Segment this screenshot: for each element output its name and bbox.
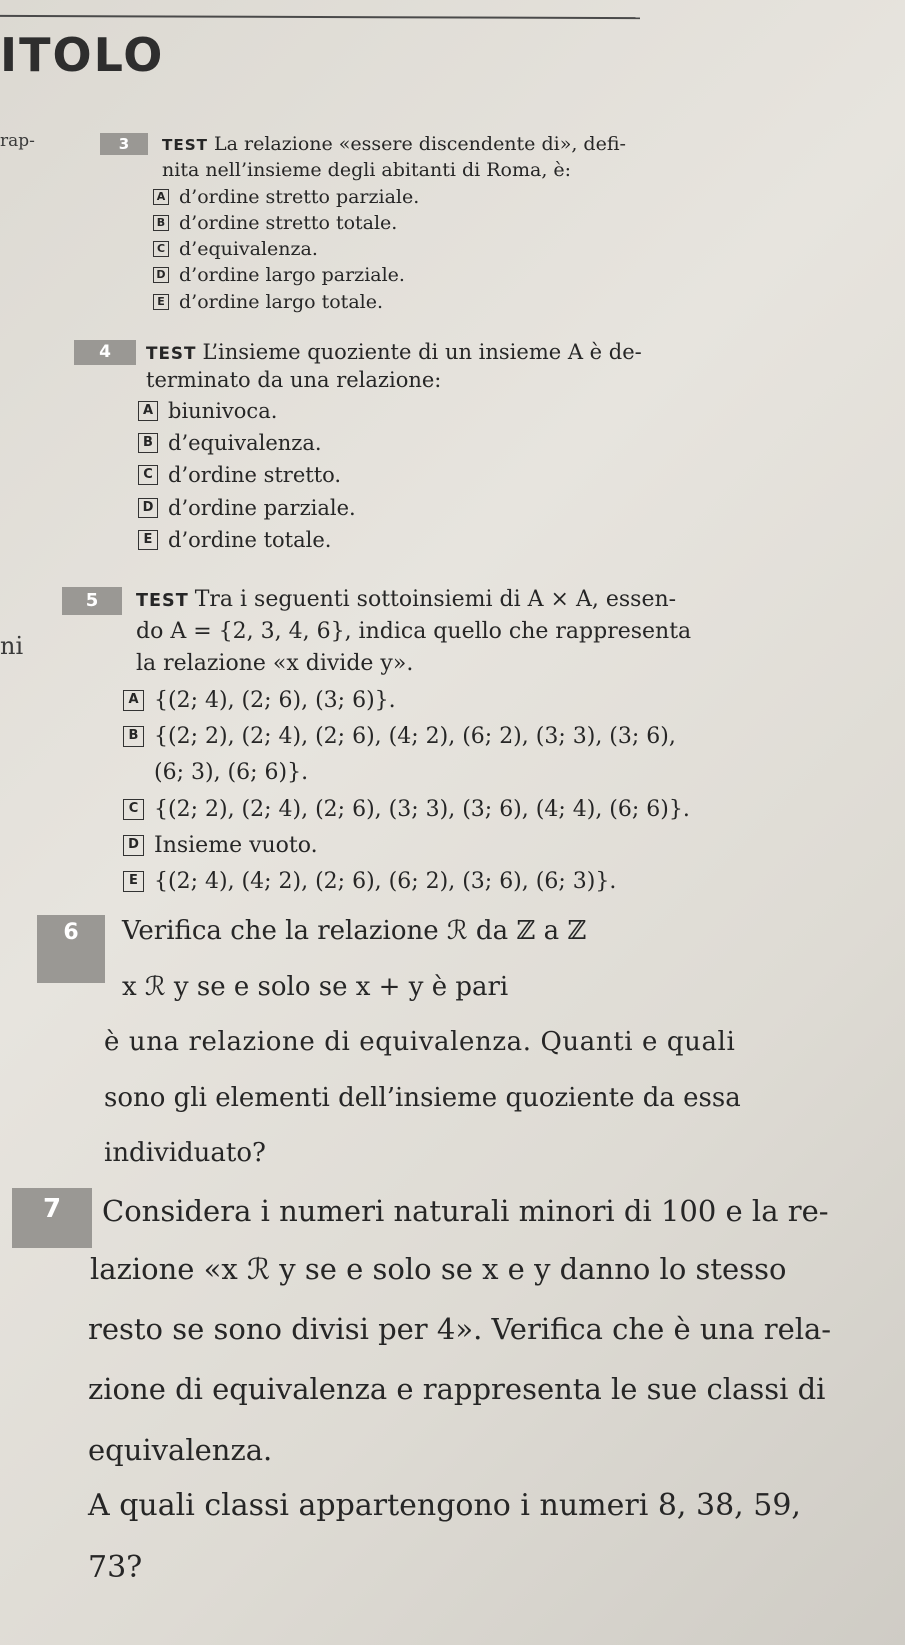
option-letter: B [123, 726, 144, 747]
text-line: La relazione «essere discendente di», defi- [214, 133, 626, 155]
exercise-text: 73? [88, 1550, 143, 1585]
exercise-text: x ℛ y se e solo se x + y è pari [122, 972, 509, 1002]
option-letter: B [138, 433, 158, 453]
option-text: d’ordine largo totale. [179, 291, 384, 313]
option-text: {(2; 4), (2; 6), (3; 6)}. [154, 688, 396, 713]
exercise-number: 7 [12, 1188, 92, 1248]
option-e[interactable] [123, 869, 616, 894]
test-tag: TEST [146, 343, 197, 363]
option-d[interactable] [138, 496, 356, 520]
option-letter: D [153, 267, 169, 283]
option-text: d’equivalenza. [168, 431, 322, 455]
option-c[interactable] [123, 797, 690, 822]
option-e[interactable] [138, 528, 331, 552]
option-a[interactable] [123, 688, 396, 713]
exercise-text: zione di equivalenza e rappresenta le sue classi di [88, 1372, 826, 1406]
test-tag: TEST [136, 591, 189, 611]
exercise-text [162, 133, 626, 155]
exercise-number: 5 [62, 587, 122, 615]
option-letter: D [123, 835, 144, 856]
exercise-text: A quali classi appartengono i numeri 8, 38, 59, [88, 1488, 801, 1523]
exercise-text: do A = {2, 3, 4, 6}, indica quello che rappresenta [136, 619, 692, 644]
text-line: Tra i seguenti sottoinsiemi di A × A, essen- [194, 587, 677, 612]
option-letter: A [153, 189, 169, 205]
exercise-text: è una relazione di equivalenza. Quanti e quali [104, 1027, 736, 1057]
option-text: d’ordine parziale. [168, 496, 356, 520]
option-text: d’ordine totale. [168, 528, 332, 552]
option-letter: C [123, 799, 144, 820]
option-c[interactable] [138, 463, 341, 487]
text-line: L’insieme quoziente di un insieme A è de- [202, 340, 642, 364]
option-text: d’ordine stretto. [168, 463, 342, 487]
option-letter: A [123, 690, 144, 711]
exercise-text: individuato? [104, 1138, 266, 1168]
option-letter: B [153, 215, 169, 231]
margin-note: rap- [0, 131, 35, 151]
option-a[interactable] [138, 399, 277, 423]
option-text: d’ordine stretto parziale. [179, 186, 420, 208]
chapter-title: ITOLO [0, 28, 165, 82]
option-letter: D [138, 498, 158, 518]
exercise-text: Considera i numeri naturali minori di 100 e la re- [102, 1194, 829, 1228]
option-c[interactable] [153, 238, 318, 260]
margin-note: ni [0, 632, 24, 660]
option-letter: C [138, 465, 158, 485]
option-letter: E [153, 294, 169, 310]
option-text: d’ordine largo parziale. [179, 264, 405, 286]
exercise-text: resto se sono divisi per 4». Verifica che è una rela- [88, 1312, 832, 1346]
option-d[interactable] [123, 833, 318, 858]
exercise-text [146, 340, 642, 364]
exercise-text: nita nell’insieme degli abitanti di Roma, è: [162, 159, 572, 181]
exercise-text: terminato da una relazione: [146, 368, 442, 392]
test-tag: TEST [162, 136, 209, 154]
exercise-text: Verifica che la relazione ℛ da ℤ a ℤ [122, 916, 587, 946]
option-a[interactable] [153, 186, 419, 208]
header-rule [0, 15, 640, 19]
option-b[interactable] [138, 431, 322, 455]
option-text: {(2; 2), (2; 4), (2; 6), (3; 3), (3; 6), (4; 4), (6; 6)}. [154, 797, 690, 822]
option-text: {(2; 4), (4; 2), (2; 6), (6; 2), (3; 6), (6; 3)}. [154, 869, 617, 894]
option-b-continued: (6; 3), (6; 6)}. [154, 760, 309, 785]
option-d[interactable] [153, 264, 405, 286]
option-text: biunivoca. [168, 399, 278, 423]
exercise-number: 3 [100, 133, 148, 155]
exercise-text: equivalenza. [88, 1433, 273, 1467]
option-text: d’ordine stretto totale. [179, 212, 398, 234]
option-text: {(2; 2), (2; 4), (2; 6), (4; 2), (6; 2), (3; 3), (3; 6), [154, 724, 676, 749]
option-e[interactable] [153, 291, 383, 313]
exercise-text [136, 587, 676, 612]
exercise-number: 4 [74, 340, 136, 365]
option-b[interactable] [153, 212, 397, 234]
option-text: Insieme vuoto. [154, 833, 318, 858]
exercise-text: sono gli elementi dell’insieme quoziente da essa [104, 1083, 741, 1113]
exercise-number: 6 [37, 915, 105, 983]
option-text: d’equivalenza. [179, 238, 318, 260]
exercise-text: lazione «x ℛ y se e solo se x e y danno lo stesso [90, 1252, 787, 1286]
option-letter: A [138, 401, 158, 421]
exercise-text: la relazione «x divide y». [136, 651, 414, 676]
option-b[interactable] [123, 724, 676, 749]
option-letter: E [138, 530, 158, 550]
option-letter: C [153, 241, 169, 257]
option-letter: E [123, 871, 144, 892]
